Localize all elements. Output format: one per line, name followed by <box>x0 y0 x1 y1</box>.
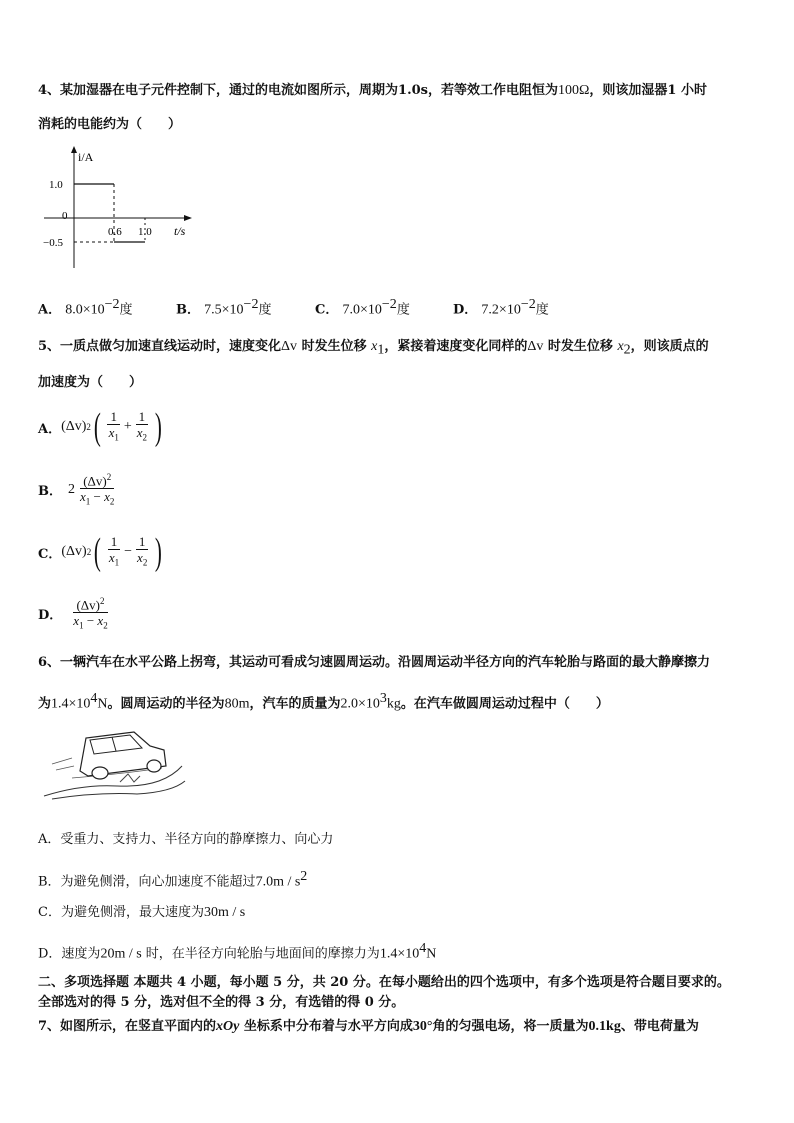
q4-option-d: D． $7.2\times 10^{-2}$度 <box>453 297 549 318</box>
q4-option-b: B． $7.5\times 10^{-2}$度 <box>176 297 272 318</box>
q5-line1: 5、一质点做匀加速直线运动时，速度变化Δv 时发生位移 $x_1$，紧接着速度变化同样的Δv 时发生位移 $x_2$，则该质点的 <box>38 339 709 358</box>
current-graph <box>38 145 208 275</box>
graph-tick-0: 0 <box>62 210 68 222</box>
q4-line2: 消耗的电能约为（ ） <box>38 117 182 132</box>
section2-line2: 全部选对的得 5 分，选对但不全的得 3 分，有选错的得 0 分。 <box>38 995 405 1010</box>
q7-line1: 7、如图所示，在竖直平面内的xOy 坐标系中分布着与水平方向成30°角的匀强电场，将一质量为0.1kg、带电荷量为 <box>38 1019 699 1034</box>
q5-option-c: C． (Δv) 2 ( $\frac{1}{x_1}$ − $\frac{1}{x_2}$ ) <box>38 531 163 573</box>
q6-option-b: B．为避免侧滑，向心加速度不能超过$7.0m / s^2$ <box>38 869 308 890</box>
q6-option-d: D．速度为20m / s 时，在半径方向轮胎与地面间的摩擦力为$1.4\times 10^4N$ <box>38 941 437 962</box>
q5-line2: 加速度为（ ） <box>38 375 143 390</box>
q6-option-c: C．为避免侧滑，最大速度为30m / s <box>38 905 246 920</box>
car-turning-illustration <box>42 726 187 801</box>
q5-option-d: D． $\frac{(\Delta v)^2}{x_1 - x_2}$ <box>38 596 108 631</box>
q6-line2: 为$1.4\times 10^4N$。圆周运动的半径为80m，汽车的质量为$2.0\times 10^3kg$。在汽车做圆周运动过程中（ ） <box>38 691 609 712</box>
graph-tick-neg: −0.5 <box>43 237 63 249</box>
q4-option-a: A． $8.0\times 10^{-2}$度 <box>38 297 133 318</box>
q5-option-b: B． 2 $\frac{(\Delta v)^2}{x_1 - x_2}$ <box>38 472 115 507</box>
q6-option-a: A．受重力、支持力、半径方向的静摩擦力、向心力 <box>38 832 334 847</box>
section2-line1: 二、多项选择题 本题共 4 小题，每小题 5 分，共 20 分。在每小题给出的四个选项中，有多个选项是符合题目要求的。 <box>38 975 730 990</box>
graph-tick-06: 0.6 <box>108 226 122 238</box>
q6-line1: 6、一辆汽车在水平公路上拐弯，其运动可看成匀速圆周运动。沿圆周运动半径方向的汽车轮胎与路面的最大静摩擦力 <box>38 655 711 670</box>
q5-option-a: A． (Δv) 2 ( $\frac{1}{x_1}$ + $\frac{1}{x_2}$ ) <box>38 406 162 448</box>
graph-xlabel: t/s <box>174 224 186 238</box>
graph-tick-10: 1.0 <box>138 226 152 238</box>
q4-option-c: C． $7.0\times 10^{-2}$度 <box>315 297 410 318</box>
graph-tick-1: 1.0 <box>49 179 63 191</box>
q4-line1: 4、某加湿器在电子元件控制下，通过的电流如图所示，周期为1.0s，若等效工作电阻恒为100Ω，则该加湿器1 小时 <box>38 83 707 98</box>
graph-ylabel: i/A <box>78 150 94 164</box>
